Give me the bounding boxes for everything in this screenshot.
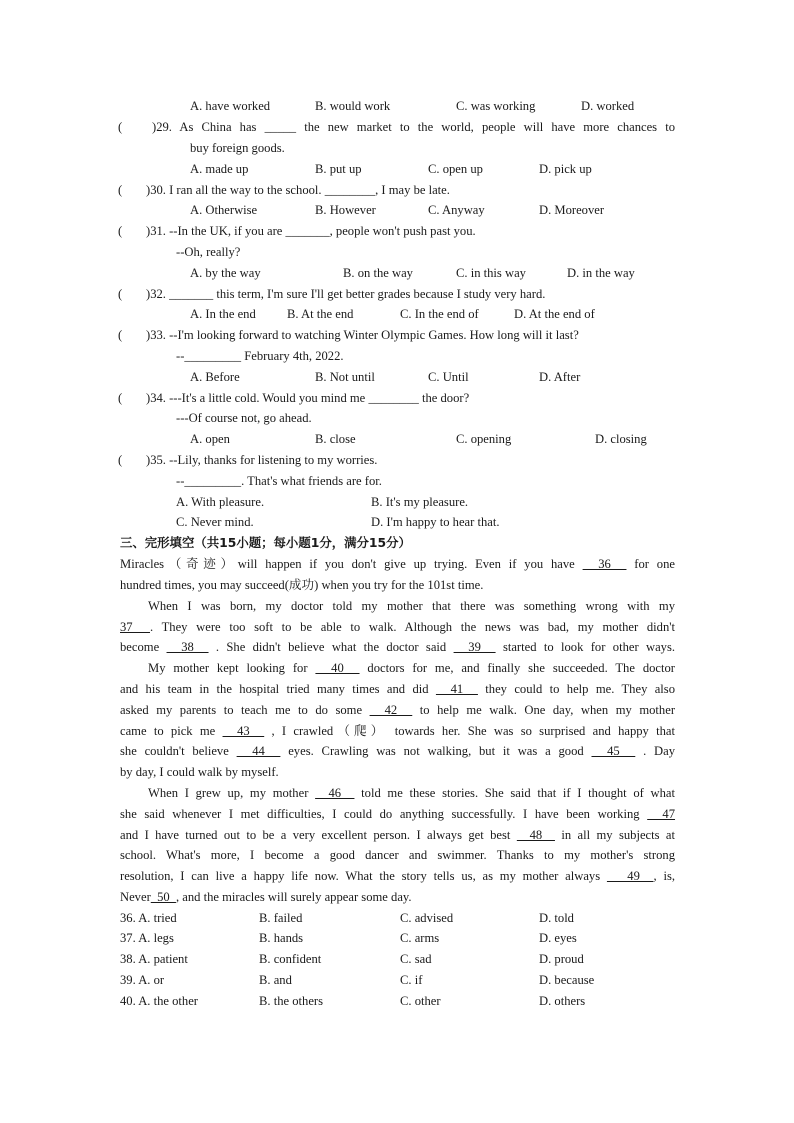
option-b: B. However bbox=[315, 203, 376, 217]
option-c: C. Never mind. bbox=[176, 515, 254, 529]
option-a: 40. A. the other bbox=[120, 994, 198, 1008]
option-b: B. put up bbox=[315, 162, 362, 176]
option-c: C. other bbox=[400, 994, 441, 1008]
option-c: C. arms bbox=[400, 931, 440, 945]
passage-line: she couldn't believe 44 eyes. Crawling was not walking, but it was a good 45 . Day bbox=[120, 744, 676, 758]
passage-line: Never 50 , and the miracles will surely appear some day. bbox=[120, 890, 412, 904]
option-c: C. if bbox=[400, 973, 423, 987]
option-c: C. was working bbox=[456, 99, 536, 113]
passage-line: asked my parents to teach me to do some 42 to help me walk. One day, when my mother bbox=[120, 703, 676, 717]
option-d: D. worked bbox=[581, 99, 635, 113]
option-d: D. others bbox=[539, 994, 586, 1008]
blank-42: 42 bbox=[369, 703, 413, 717]
option-a: A. made up bbox=[190, 162, 249, 176]
blank-39: 39 bbox=[453, 640, 496, 654]
question-stem: )30. I ran all the way to the school. ________, I may be late. bbox=[146, 183, 450, 197]
passage-line: and his team in the hospital tried many times and did 41 they could to help me. They also bbox=[120, 682, 675, 696]
option-c: C. opening bbox=[456, 432, 512, 446]
section-heading: 三、完形填空（共15小题；每小题1分，满分15分） bbox=[120, 535, 411, 550]
blank-48: 48 bbox=[516, 828, 555, 842]
option-c: C. in this way bbox=[456, 266, 526, 280]
option-a: A. With pleasure. bbox=[176, 495, 265, 509]
answer-blank: _______ bbox=[169, 287, 214, 301]
option-d: D. told bbox=[539, 911, 574, 925]
passage-line: came to pick me 43 , I crawled（爬） towards her. She was so surprised and happy that bbox=[120, 724, 676, 738]
blank-43: 43 bbox=[222, 724, 265, 738]
passage-line: When I was born, my doctor told my mother that there was something wrong with my bbox=[148, 599, 675, 613]
option-b: B. would work bbox=[315, 99, 391, 113]
option-b: B. the others bbox=[259, 994, 324, 1008]
option-a: A. by the way bbox=[190, 266, 261, 280]
blank-36: 36 bbox=[582, 557, 627, 571]
option-c: C. open up bbox=[428, 162, 483, 176]
option-c: C. Until bbox=[428, 370, 469, 384]
option-d: D. pick up bbox=[539, 162, 592, 176]
passage-line: she said whenever I met difficulties, I could do anything successfully. I have been working 47 bbox=[120, 807, 676, 821]
option-b: B. At the end bbox=[287, 307, 354, 321]
answer-paren: ( bbox=[118, 453, 123, 467]
option-d: D. because bbox=[539, 973, 595, 987]
question-stem: )31. --In the UK, if you are _______, people won't push past you. bbox=[146, 224, 476, 238]
passage-line: Miracles（奇迹）will happen if you don't give up trying. Even if you have 36 for one bbox=[120, 557, 675, 571]
option-a: A. open bbox=[190, 432, 230, 446]
question-stem: )34. ---It's a little cold. Would you mind me ________ the door? bbox=[146, 391, 470, 405]
answer-paren: ( bbox=[118, 287, 123, 301]
passage-line: and I have turned out to be a very excellent person. I always get best 48 in all my subjects at bbox=[120, 828, 676, 842]
option-c: C. Anyway bbox=[428, 203, 485, 217]
option-b: B. failed bbox=[259, 911, 303, 925]
passage-line: When I grew up, my mother 46 told me these stories. She said that if I thought of what bbox=[148, 786, 676, 800]
blank-37: 37 bbox=[120, 620, 150, 634]
option-a: 38. A. patient bbox=[120, 952, 188, 966]
question-stem: )35. --Lily, thanks for listening to my worries. bbox=[146, 453, 378, 467]
passage-line: hundred times, you may succeed(成功) when you try for the 101st time. bbox=[120, 578, 484, 592]
passage-line: school. What's more, I become a good dancer and swimmer. Thanks to my mother's strong bbox=[120, 848, 675, 862]
blank-40: 40 bbox=[315, 661, 360, 675]
blank-41: 41 bbox=[435, 682, 478, 696]
blank-46: 46 bbox=[315, 786, 355, 800]
option-d: D. I'm happy to hear that. bbox=[371, 515, 500, 529]
answer-paren: ( bbox=[118, 224, 123, 238]
dialogue-reply: --_________. That's what friends are for. bbox=[176, 474, 382, 488]
dialogue-reply: --Oh, really? bbox=[176, 245, 241, 259]
dialogue-reply: ---Of course not, go ahead. bbox=[176, 411, 312, 425]
option-a: A. have worked bbox=[190, 99, 271, 113]
option-a: 36. A. tried bbox=[120, 911, 177, 925]
option-d: D. proud bbox=[539, 952, 584, 966]
passage-line: My mother kept looking for 40 doctors for me, and finally she succeeded. The doctor bbox=[148, 661, 675, 675]
answer-blank: ________ bbox=[368, 391, 419, 405]
answer-paren: ( bbox=[118, 391, 123, 405]
passage-line: 37 . They were too soft to be able to walk. Although the news was bad, my mother didn't bbox=[120, 620, 676, 634]
answer-blank: _____ bbox=[264, 120, 297, 134]
option-c: C. advised bbox=[400, 911, 454, 925]
option-d: D. Moreover bbox=[539, 203, 605, 217]
option-b: B. It's my pleasure. bbox=[371, 495, 469, 509]
option-d: D. closing bbox=[595, 432, 647, 446]
option-b: B. hands bbox=[259, 931, 304, 945]
option-a: A. Before bbox=[190, 370, 240, 384]
option-b: B. on the way bbox=[343, 266, 413, 280]
question-stem: )32. _______ this term, I'm sure I'll get better grades because I study very hard. bbox=[146, 287, 546, 301]
passage-line: by day, I could walk by myself. bbox=[120, 765, 279, 779]
passage-line: resolution, I can live a happy life now. What the story tells us, as my mother always 49 , is, bbox=[120, 869, 675, 883]
passage-line: become 38 . She didn't believe what the doctor said 39 started to look for other ways. bbox=[120, 640, 676, 654]
question-stem: )29. As China has _____ the new market to the world, people will have more chances to bbox=[152, 120, 675, 134]
option-a: A. Otherwise bbox=[190, 203, 258, 217]
blank-44: 44 bbox=[236, 744, 281, 758]
option-c: C. In the end of bbox=[400, 307, 479, 321]
option-a: 39. A. or bbox=[120, 973, 165, 987]
answer-blank: _________ bbox=[184, 474, 242, 488]
option-d: D. eyes bbox=[539, 931, 577, 945]
blank-38: 38 bbox=[166, 640, 209, 654]
option-d: D. After bbox=[539, 370, 581, 384]
dialogue-reply: --_________ February 4th, 2022. bbox=[176, 349, 344, 363]
option-b: B. and bbox=[259, 973, 292, 987]
option-c: C. sad bbox=[400, 952, 432, 966]
blank-49: 49 bbox=[606, 869, 654, 883]
answer-blank: _______ bbox=[285, 224, 330, 238]
answer-paren: ( bbox=[118, 183, 123, 197]
option-b: B. confident bbox=[259, 952, 322, 966]
answer-paren: ( bbox=[118, 328, 123, 342]
answer-paren: ( bbox=[118, 120, 123, 134]
blank-50: 50 bbox=[150, 890, 176, 904]
blank-45: 45 bbox=[591, 744, 636, 758]
option-a: 37. A. legs bbox=[120, 931, 174, 945]
option-b: B. close bbox=[315, 432, 356, 446]
option-a: A. In the end bbox=[190, 307, 256, 321]
option-d: D. At the end of bbox=[514, 307, 595, 321]
option-d: D. in the way bbox=[567, 266, 635, 280]
blank-47: 47 bbox=[647, 807, 676, 821]
question-stem-cont: buy foreign goods. bbox=[190, 141, 285, 155]
answer-blank: ________ bbox=[324, 183, 376, 197]
option-b: B. Not until bbox=[315, 370, 375, 384]
answer-blank: _________ bbox=[184, 349, 242, 363]
question-stem: )33. --I'm looking forward to watching Winter Olympic Games. How long will it last? bbox=[146, 328, 579, 342]
